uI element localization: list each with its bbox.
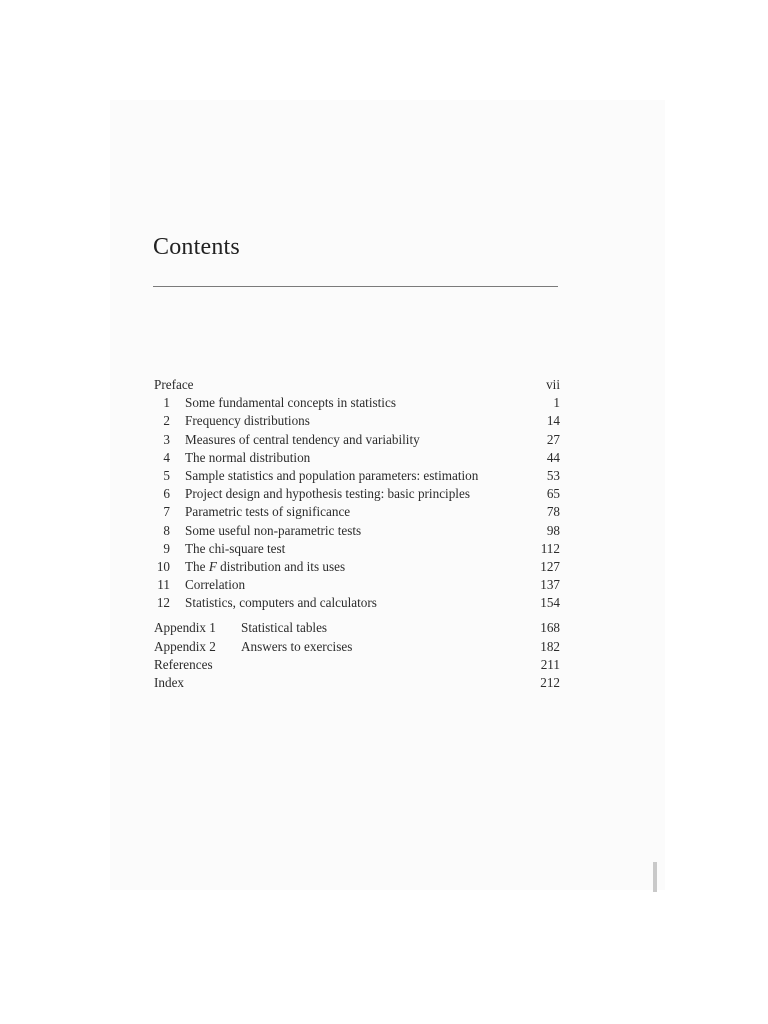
- toc-entry-page: 14: [546, 413, 560, 429]
- toc-entry-chapter-4: [154, 449, 560, 467]
- toc-entry-label: Index: [154, 675, 185, 690]
- chapter-title: Correlation: [185, 577, 246, 593]
- toc-entry-chapter-9: [154, 540, 560, 558]
- toc-entry-chapter-11: [154, 576, 560, 594]
- toc-entry-page: 127: [540, 558, 560, 574]
- toc-entry-chapter-2: [154, 412, 560, 430]
- toc-entry-page: 168: [540, 620, 560, 636]
- chapter-title: Some useful non-parametric tests: [185, 522, 362, 538]
- table-of-contents: [154, 376, 560, 692]
- scan-edge-mark: [653, 862, 657, 892]
- chapter-title: Some fundamental concepts in statistics: [185, 395, 396, 411]
- chapter-number: 3: [163, 431, 170, 447]
- toc-entry-page: 27: [546, 431, 560, 447]
- appendix-title: Statistical tables: [241, 620, 328, 636]
- toc-entry-appendix-1: [154, 619, 560, 637]
- chapter-number: 12: [156, 595, 170, 611]
- toc-entry-page: 212: [540, 675, 560, 690]
- toc-entry-index: [154, 674, 560, 692]
- chapter-title: Frequency distributions: [185, 413, 310, 429]
- toc-entry-page: 112: [540, 540, 560, 556]
- appendix-name: Appendix 1: [154, 620, 216, 636]
- toc-entry-label: References: [154, 656, 213, 672]
- toc-entry-page: 44: [546, 449, 560, 465]
- toc-entry-page: 154: [540, 595, 560, 611]
- chapter-number: 10: [156, 558, 170, 574]
- chapter-title: Project design and hypothesis testing: basic principles: [185, 486, 470, 502]
- chapter-number: 8: [163, 522, 170, 538]
- toc-entry-page: 137: [540, 577, 560, 593]
- page-title: Contents: [153, 234, 240, 260]
- chapter-title: The normal distribution: [185, 449, 311, 465]
- toc-entry-chapter-8: [154, 522, 560, 540]
- chapter-number: 2: [163, 413, 170, 429]
- toc-entry-page: 211: [540, 656, 560, 672]
- chapter-title-pre: The: [185, 558, 209, 574]
- chapter-number: 11: [157, 577, 170, 593]
- toc-entry-page: vii: [546, 377, 560, 392]
- chapter-number: 7: [163, 504, 170, 520]
- title-rule: [153, 286, 558, 287]
- toc-entry-chapter-1: [154, 394, 560, 412]
- chapter-number: 5: [163, 467, 170, 483]
- chapter-title: Parametric tests of significance: [185, 504, 351, 520]
- toc-entry-chapter-6: [154, 485, 560, 503]
- chapter-title: Statistics, computers and calculators: [185, 595, 377, 611]
- toc-entry-page: 65: [546, 486, 560, 502]
- appendix-title: Answers to exercises: [241, 638, 353, 654]
- chapter-number: 6: [163, 486, 170, 502]
- toc-entry-page: 78: [546, 504, 560, 520]
- chapter-title: [185, 558, 345, 576]
- chapter-title-italic: F: [208, 558, 217, 574]
- chapter-title: Sample statistics and population parameters: estimation: [185, 467, 479, 483]
- toc-entry-chapter-7: [154, 503, 560, 521]
- chapter-title: The chi-square test: [185, 540, 286, 556]
- chapter-title: Measures of central tendency and variability: [185, 431, 420, 447]
- toc-entry-page: 53: [546, 467, 560, 483]
- toc-entry-page: 1: [553, 395, 560, 411]
- chapter-number: 1: [163, 395, 170, 411]
- chapter-number: 4: [163, 449, 170, 465]
- toc-entry-label: Preface: [154, 377, 194, 392]
- toc-entry-page: 182: [540, 638, 560, 654]
- toc-entry-appendix-2: [154, 638, 560, 656]
- toc-entry-references: [154, 656, 560, 674]
- chapter-title-post: distribution and its uses: [216, 558, 346, 574]
- toc-entry-chapter-12: [154, 594, 560, 612]
- appendix-name: Appendix 2: [154, 638, 216, 654]
- toc-entry-page: 98: [546, 522, 560, 538]
- chapter-number: 9: [163, 540, 170, 556]
- toc-entry-chapter-3: [154, 431, 560, 449]
- toc-entry-chapter-5: [154, 467, 560, 485]
- toc-entry-preface: [154, 376, 560, 394]
- section-gap: [154, 612, 560, 619]
- toc-entry-chapter-10: [154, 558, 560, 576]
